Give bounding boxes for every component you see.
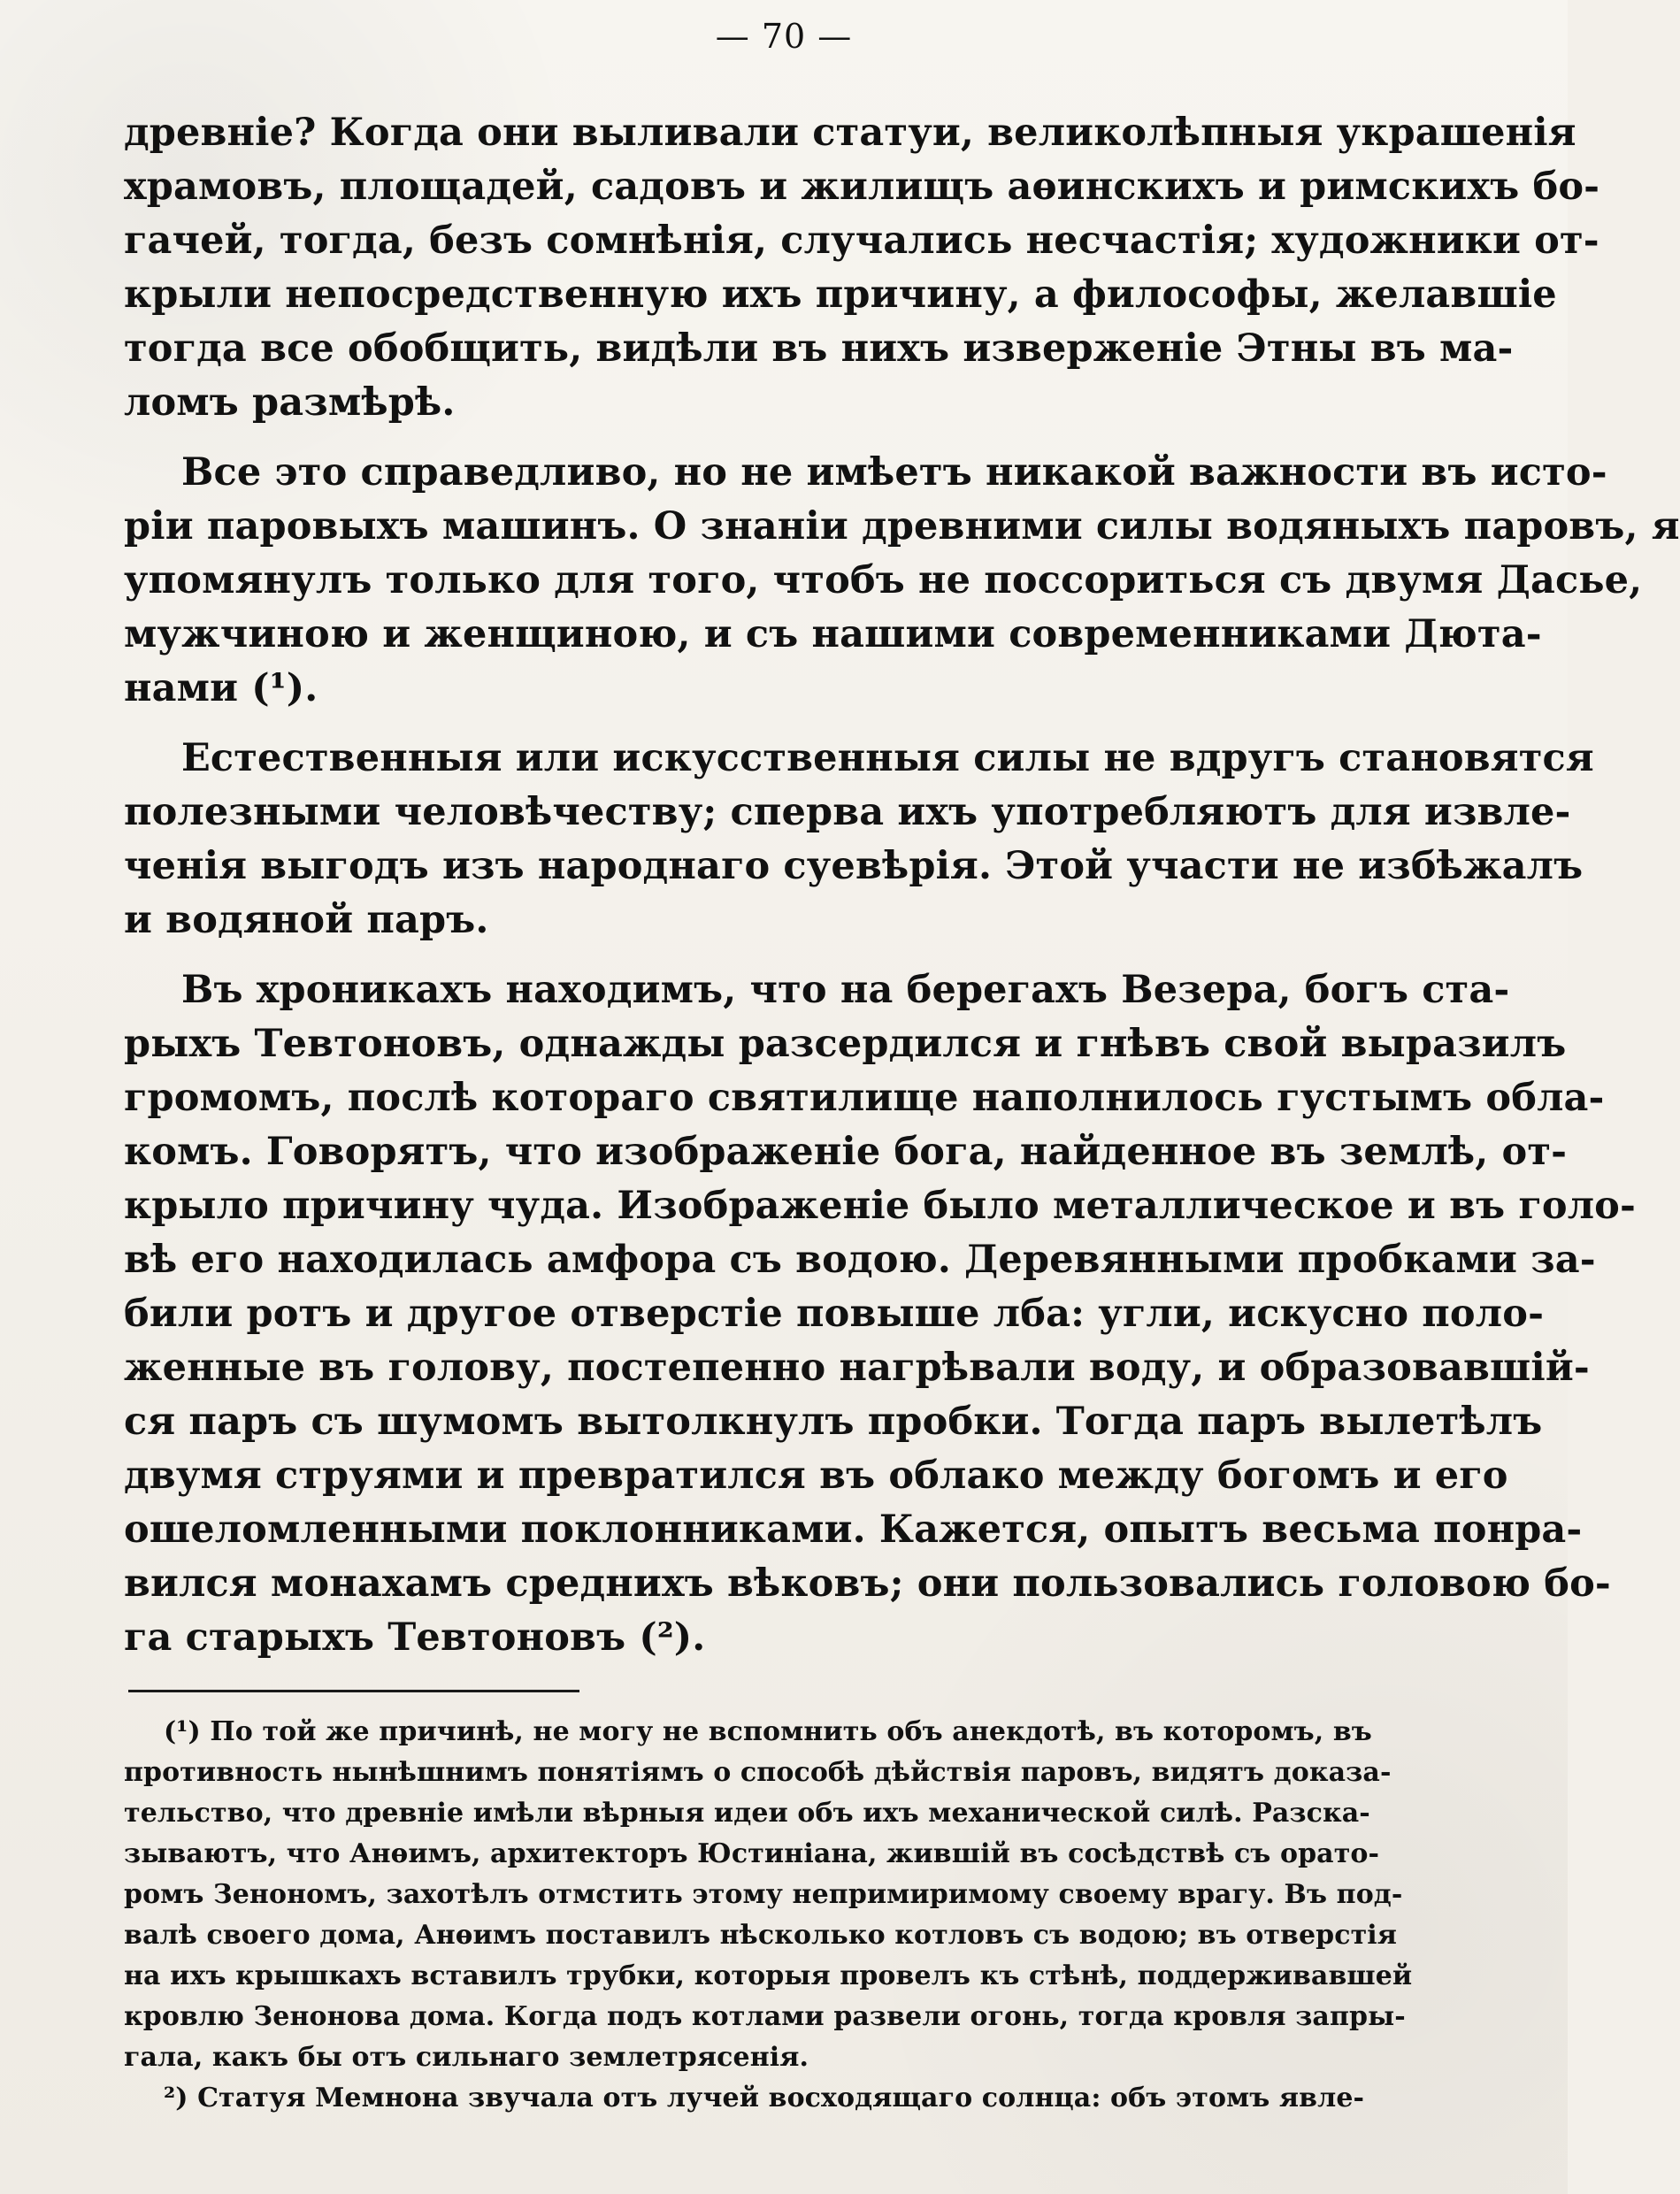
text-line: и водяной паръ. [124,898,489,942]
text-line: ошеломленными поклонниками. Кажется, опытъ весьма понра- [124,1507,1583,1552]
footnote-2 [124,2078,1491,2119]
text-line: Все это справедливо, но не имѣетъ никакой важности въ исто- [181,450,1607,495]
footnotes [124,1712,1491,2119]
paragraph-1 [124,106,1600,430]
text-line: ченія выгодъ изъ народнаго суевѣрія. Этой участи не избѣжалъ [124,844,1584,888]
text-line: древніе? Когда они выливали статуи, великолѣпныя украшенія [124,111,1576,155]
text-line: рыхъ Тевтоновъ, однажды разсердился и гнѣвъ свой выразилъ [124,1022,1567,1066]
footnote-line: гала, какъ бы отъ сильнаго землетрясенія. [124,2042,809,2073]
footnote-line: ромъ Зенономъ, захотѣлъ отмстить этому непримиримому своему врагу. Въ под- [124,1879,1403,1910]
text-line: гачей, тогда, безъ сомнѣнія, случались несчастія; художники от- [124,219,1599,263]
footnote-line: зываютъ, что Анѳимъ, архитекторъ Юстиніана, жившій въ сосѣдствѣ съ орато- [124,1838,1380,1869]
footnote-line: тельство, что древніе имѣли вѣрныя идеи объ ихъ механической силѣ. Разска- [124,1798,1370,1829]
text-line: полезными человѣчеству; сперва ихъ употребляютъ для извле- [124,790,1571,834]
text-line: крыло причину чуда. Изображеніе было металлическое и въ голо- [124,1184,1636,1228]
footnote-line: ²) Статуя Мемнона звучала отъ лучей восходящаго солнца: объ этомъ явле- [164,2083,1365,2113]
footnote-separator [128,1690,579,1692]
text-line: громомъ, послѣ котораго святилище наполнилось густымъ обла- [124,1076,1605,1120]
text-line: храмовъ, площадей, садовъ и жилищъ аѳинскихъ и римскихъ бо- [124,165,1600,209]
text-line: двумя струями и превратился въ облако между богомъ и его [124,1454,1508,1498]
footnote-line: (¹) По той же причинѣ, не могу не вспомнить объ анекдотѣ, въ которомъ, въ [164,1716,1372,1747]
paragraph-4 [124,963,1636,1665]
main-text-body [124,106,1680,1681]
footnote-line: кровлю Зенонова дома. Когда подъ котлами развели огонь, тогда кровля запры- [124,2001,1406,2032]
footnote-line: противность нынѣшнимъ понятіямъ о способѣ дѣйствія паровъ, видятъ доказа- [124,1757,1392,1788]
footnote-1 [124,1712,1491,2078]
footnote-line: валѣ своего дома, Анѳимъ поставилъ нѣсколько котловъ съ водою; въ отверстія [124,1920,1398,1951]
text-line: упомянулъ только для того, чтобъ не поссориться съ двумя Дасье, [124,558,1643,602]
text-line: га старыхъ Тевтоновъ (²). [124,1615,706,1660]
text-line: нами (¹). [124,666,318,710]
text-line: Естественныя или искусственныя силы не вдругъ становятся [181,736,1594,780]
paragraph-3 [124,732,1594,947]
text-line: комъ. Говорятъ, что изображеніе бога, найденное въ землѣ, от- [124,1130,1568,1174]
text-line: били ротъ и другое отверстіе повыше лба: угли, искусно поло- [124,1292,1545,1336]
text-line: Въ хроникахъ находимъ, что на берегахъ Везера, богъ ста- [181,968,1510,1012]
text-line: мужчиною и женщиною, и съ нашими современниками Дюта- [124,612,1542,656]
text-line: ся паръ съ шумомъ вытолкнулъ пробки. Тогда паръ вылетѣлъ [124,1400,1543,1444]
text-line: ріи паровыхъ машинъ. О знаніи древними силы водяныхъ паровъ, я [124,504,1680,548]
text-line: ломъ размѣрѣ. [124,380,456,425]
page-number: — 70 — [715,17,853,56]
footnote-line: на ихъ крышкахъ вставилъ трубки, которыя провелъ къ стѣнѣ, поддерживавшей [124,1960,1413,1991]
text-line: крыли непосредственную ихъ причину, а философы, желавшіе [124,272,1557,317]
text-line: вился монахамъ среднихъ вѣковъ; они пользовались головою бо- [124,1561,1611,1606]
text-line: тогда все обобщить, видѣли въ нихъ изверженіе Этны въ ма- [124,326,1514,371]
text-line: женные въ голову, постепенно нагрѣвали воду, и образовавшій- [124,1346,1590,1390]
paragraph-2 [124,446,1680,716]
text-line: вѣ его находилась амфора съ водою. Деревянными пробками за- [124,1238,1596,1282]
